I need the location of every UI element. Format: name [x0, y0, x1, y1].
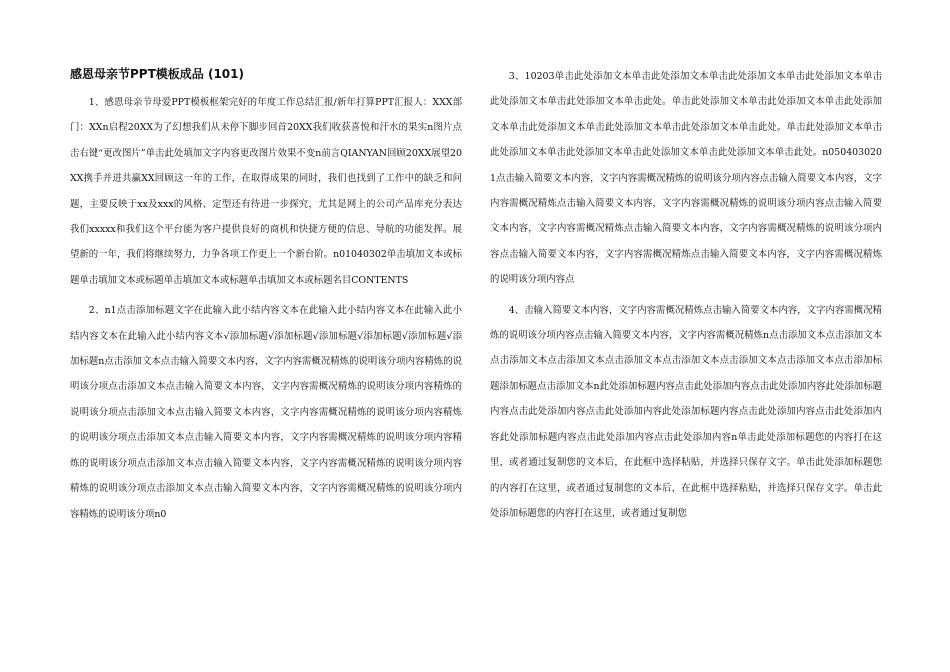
document-title: 感恩母亲节PPT模板成品 (101): [70, 67, 244, 81]
paragraph-1: 1、感恩母亲节母爱PPT模板框架完好的年度工作总结汇报/新年打算PPT汇报人：XXX部门：XXn启程20XX为了幻想我们从未停下脚步回首20XX我们收获喜悦和汗水的果实n图片点击右键“更改图片”单击此处填加文字内容更改图片效果不变n前言QIANYAN回顾20XX展望20XX携手并进共赢XX回顾这一年的工作，在取得成果的同时，我们也找到了工作中的缺乏和问题，主要反映于xx及xxx的风格、定型还有待进一步探究，尤其是网上的公司产品库充分表达我们xxxxx和我们这个平台能为客户提供良好的商机和快捷方便的信息、导航的功能发挥。展望新的一年，我们将继续努力，力争各项工作更上一个新台阶。n01040302单击填加文本或标题单击填加文本或标题单击填加文本或标题单击填加文本或标题名目CONTENTS: [70, 97, 462, 286]
paragraph-2: 2、n1点击添加标题文字在此输入此小结内容文本在此输入此小结内容文本在此输入此小结内容文本在此输入此小结内容文本√添加标题√添加标题√添加标题√添加标题√添加标题√添加标题n点击添加文本点击输入简要文本内容，文字内容需概况精炼的说明该分项内容精炼的说明该分项点击添加文本点击输入简要文本内容，文字内容需概况精炼的说明该分项内容精炼的说明该分项点击添加文本点击输入简要文本内容，文字内容需概况精炼的说明该分项内容精炼的说明该分项点击添加文本点击输入简要文本内容，文字内容需概况精炼的说明该分项内容精炼的说明该分项点击添加文本点击输入简要文本内容，文字内容需概况精炼的说明该分项内容精炼的说明该分项点击添加文本点击输入简要文本内容，文字内容需概况精炼的说明该分项内容精炼的说明该分项n0: [70, 305, 462, 520]
right-column: [490, 64, 882, 531]
paragraph-3: 3、10203单击此处添加文本单击此处添加文本单击此处添加文本单击此处添加文本单击此处添加文本单击此处添加文本单击此处。单击此处添加文本单击此处添加文本单击此处添加文本单击此处添加文本单击此处添加文本单击此处添加文本单击此处。单击此处添加文本单击此处添加文本单击此处添加文本单击此处添加文本单击此处添加文本单击此处。n0504030201点击输入简要文本内容，文字内容需概况精炼的说明该分项内容点击输入简要文本内容，文字内容需概况精炼点击输入简要文本内容，文字内容需概况精炼的说明该分项内容点击输入简要文本内容，文字内容需概况精炼点击输入简要文本内容，文字内容需概况精炼的说明该分项内容点击输入简要文本内容，文字内容需概况精炼点击输入简要文本内容，文字内容需概况精炼的说明该分项内容点: [490, 71, 882, 286]
left-column: [70, 64, 462, 532]
paragraph-4: 4、击输入简要文本内容，文字内容需概况精炼点击输入简要文本内容，文字内容需概况精炼的说明该分项内容点击输入简要文本内容，文字内容需概况精炼n点击添加文本点击添加文本点击添加文本点击添加文本点击添加文本点击添加文本点击添加文本点击添加文本点击添加标题添加标题点击添加文本n此处添加标题内容点击此处添加内容点击此处添加内容此处添加标题内容点击此处添加内容点击此处添加内容此处添加标题内容点击此处添加内容点击此处添加内容此处添加标题内容点击此处添加内容点击此处添加内容n单击此处添加标题您的内容打在这里，或者通过复制您的文本后，在此框中选择粘贴，并选择只保存文字。单击此处添加标题您的内容打在这里，或者通过复制您的文本后，在此框中选择粘贴，并选择只保存文字。单击此处添加标题您的内容打在这里，或者通过复制您: [490, 304, 882, 519]
